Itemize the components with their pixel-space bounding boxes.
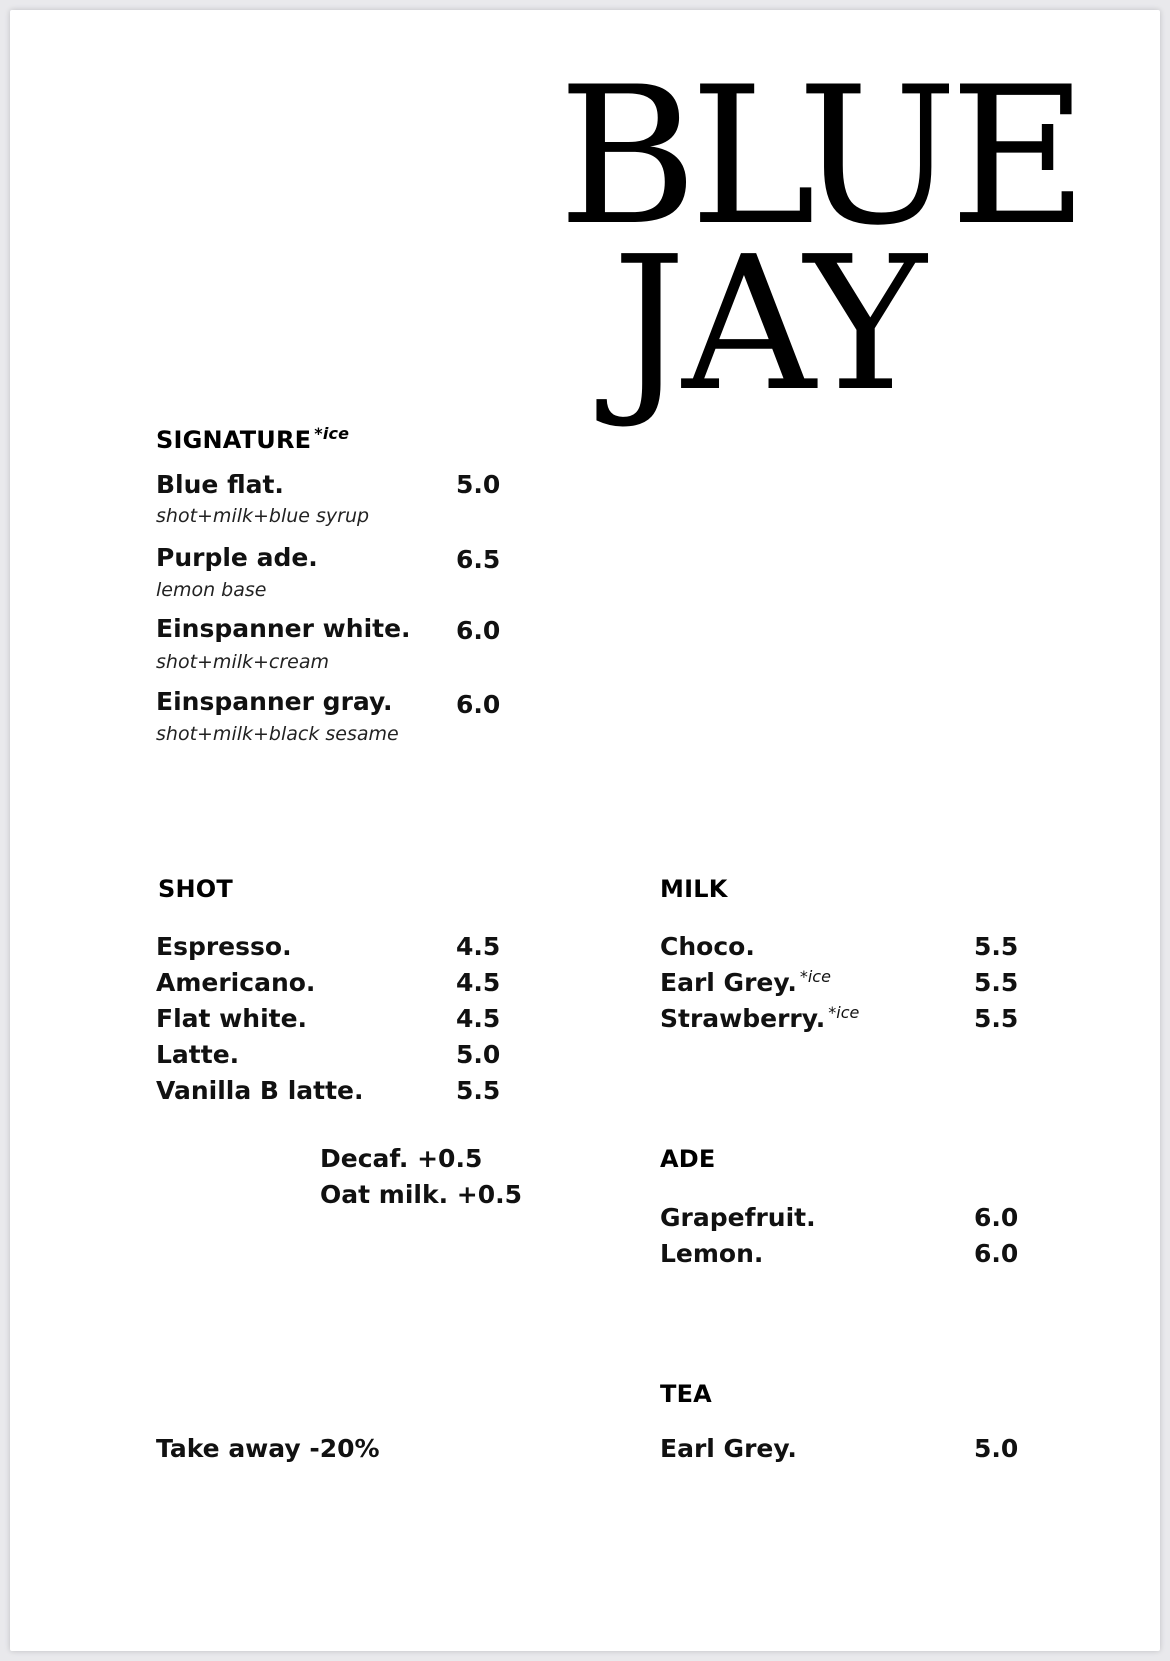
logo-line-jay: JAY: [612, 216, 923, 432]
signature-item-price: 6.0: [456, 690, 501, 719]
signature-item-desc: shot+milk+cream: [156, 651, 330, 673]
shot-item-name: Flat white.: [156, 1004, 308, 1033]
shot-item-price: 4.5: [456, 968, 501, 997]
shot-extra-oat-milk: Oat milk. +0.5: [320, 1180, 523, 1209]
shot-item-name: Espresso.: [156, 932, 292, 961]
signature-heading: [156, 426, 349, 454]
ade-item-name: Grapefruit.: [660, 1203, 816, 1232]
signature-item-name: Einspanner white.: [156, 614, 411, 643]
milk-item-ice-note: *ice: [828, 1002, 860, 1022]
milk-title: MILK: [660, 875, 728, 903]
tea-item-name: Earl Grey.: [660, 1434, 797, 1463]
signature-item-price: 6.5: [456, 545, 501, 574]
shot-item-name: Latte.: [156, 1040, 240, 1069]
signature-item-price: 6.0: [456, 616, 501, 645]
shot-title: SHOT: [158, 875, 233, 903]
milk-item-name: [660, 1004, 859, 1033]
ade-item-price: 6.0: [974, 1203, 1019, 1232]
signature-item-name: Blue flat.: [156, 470, 284, 499]
ade-item-price: 6.0: [974, 1239, 1019, 1268]
signature-item-name: Purple ade.: [156, 543, 318, 572]
signature-item-name: Einspanner gray.: [156, 687, 393, 716]
milk-item-price: 5.5: [974, 968, 1019, 997]
signature-title: SIGNATURE: [156, 426, 312, 454]
milk-item-label: Choco.: [660, 932, 755, 961]
signature-ice-note: *ice: [314, 424, 350, 443]
tea-title: TEA: [660, 1380, 712, 1408]
takeaway-discount: Take away -20%: [156, 1434, 380, 1463]
milk-item-label: Earl Grey.: [660, 968, 797, 997]
shot-item-name: Americano.: [156, 968, 316, 997]
milk-item-ice-note: *ice: [799, 966, 831, 986]
menu-page: [10, 10, 1160, 1651]
milk-item-name: [660, 932, 755, 961]
signature-item-price: 5.0: [456, 470, 501, 499]
signature-item-desc: shot+milk+black sesame: [156, 723, 399, 745]
tea-item-price: 5.0: [974, 1434, 1019, 1463]
shot-item-price: 5.0: [456, 1040, 501, 1069]
shot-extra-decaf: Decaf. +0.5: [320, 1144, 483, 1173]
ade-title: ADE: [660, 1145, 716, 1173]
shot-item-price: 4.5: [456, 1004, 501, 1033]
milk-item-name: [660, 968, 831, 997]
logo-line-blue: BLUE: [558, 46, 1081, 267]
shot-item-name: Vanilla B latte.: [156, 1076, 364, 1105]
shot-item-price: 4.5: [456, 932, 501, 961]
milk-item-label: Strawberry.: [660, 1004, 826, 1033]
signature-item-desc: shot+milk+blue syrup: [156, 505, 370, 527]
shot-item-price: 5.5: [456, 1076, 501, 1105]
milk-item-price: 5.5: [974, 1004, 1019, 1033]
signature-item-desc: lemon base: [156, 579, 267, 601]
ade-item-name: Lemon.: [660, 1239, 764, 1268]
milk-item-price: 5.5: [974, 932, 1019, 961]
